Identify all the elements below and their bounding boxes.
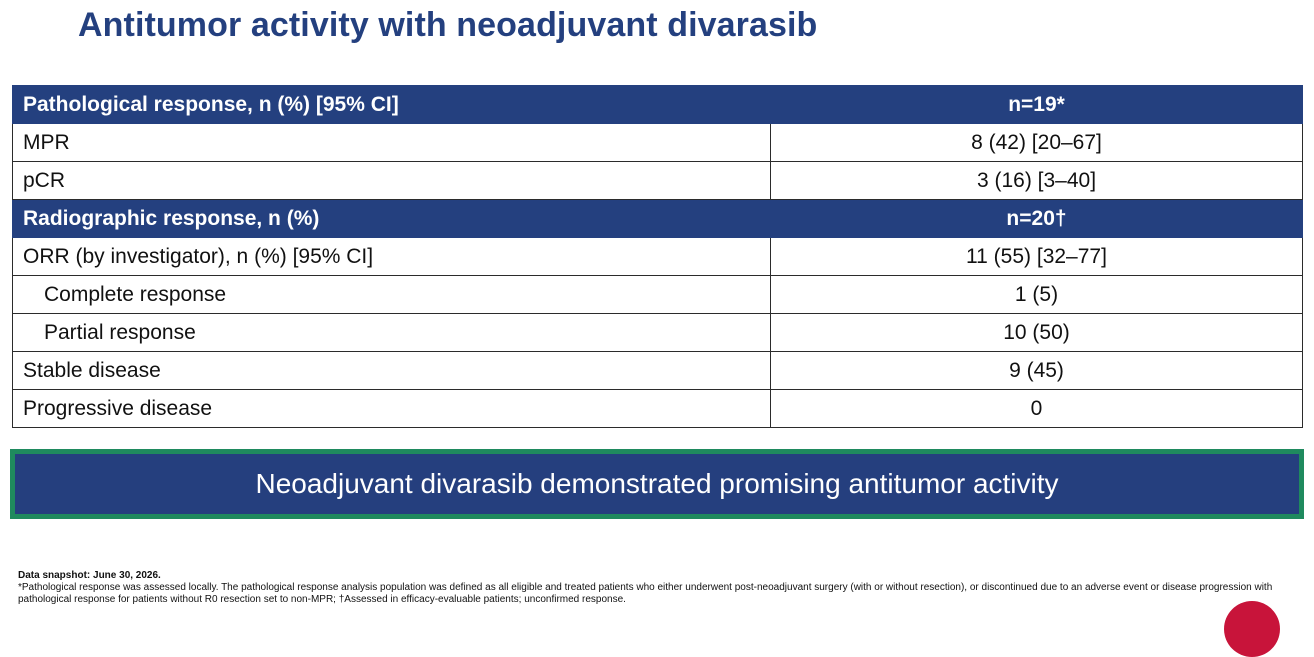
table-row-complete-response [13,276,1303,314]
data-snapshot-note: Data snapshot: June 30, 2026. [18,570,161,581]
table-row-pcr [13,162,1303,200]
row-value: 8 (42) [20–67] [771,124,1303,162]
row-label: Complete response [13,276,771,314]
row-label: MPR [13,124,771,162]
pathological-header-label: Pathological response, n (%) [95% CI] [13,86,771,124]
table-row-progressive-disease [13,390,1303,428]
table-row-orr [13,238,1303,276]
row-label: Partial response [13,314,771,352]
row-label: Stable disease [13,352,771,390]
footnotes [18,570,1298,606]
radiographic-header-label: Radiographic response, n (%) [13,200,771,238]
row-value: 3 (16) [3–40] [771,162,1303,200]
slide-title: Antitumor activity with neoadjuvant divarasib [78,6,818,44]
table-row-stable-disease [13,352,1303,390]
table-row-partial-response [13,314,1303,352]
conclusion-text: Neoadjuvant divarasib demonstrated promising antitumor activity [255,468,1059,499]
row-value: 10 (50) [771,314,1303,352]
row-value: 1 (5) [771,276,1303,314]
footnote-text: *Pathological response was assessed locally. The pathological response analysis population was defined as all eligible and treated patients who either underwent post-neoadjuvant surgery (with or without resection), or discontinued due to an adverse event or disease progression with pathological response for patients without R0 resection set to non-MPR; †Assessed in efficacy-evaluable patients; unconfirmed response. [18,582,1273,605]
radiographic-header-n: n=20† [771,200,1303,238]
pathological-header-row [13,86,1303,124]
logo-mark [1224,601,1280,657]
row-value: 9 (45) [771,352,1303,390]
table-row-mpr [13,124,1303,162]
row-label: ORR (by investigator), n (%) [95% CI] [13,238,771,276]
row-value: 11 (55) [32–77] [771,238,1303,276]
conclusion-banner [10,449,1304,519]
row-label: Progressive disease [13,390,771,428]
response-table [12,85,1303,428]
pathological-header-n: n=19* [771,86,1303,124]
radiographic-header-row [13,200,1303,238]
row-label: pCR [13,162,771,200]
row-value: 0 [771,390,1303,428]
